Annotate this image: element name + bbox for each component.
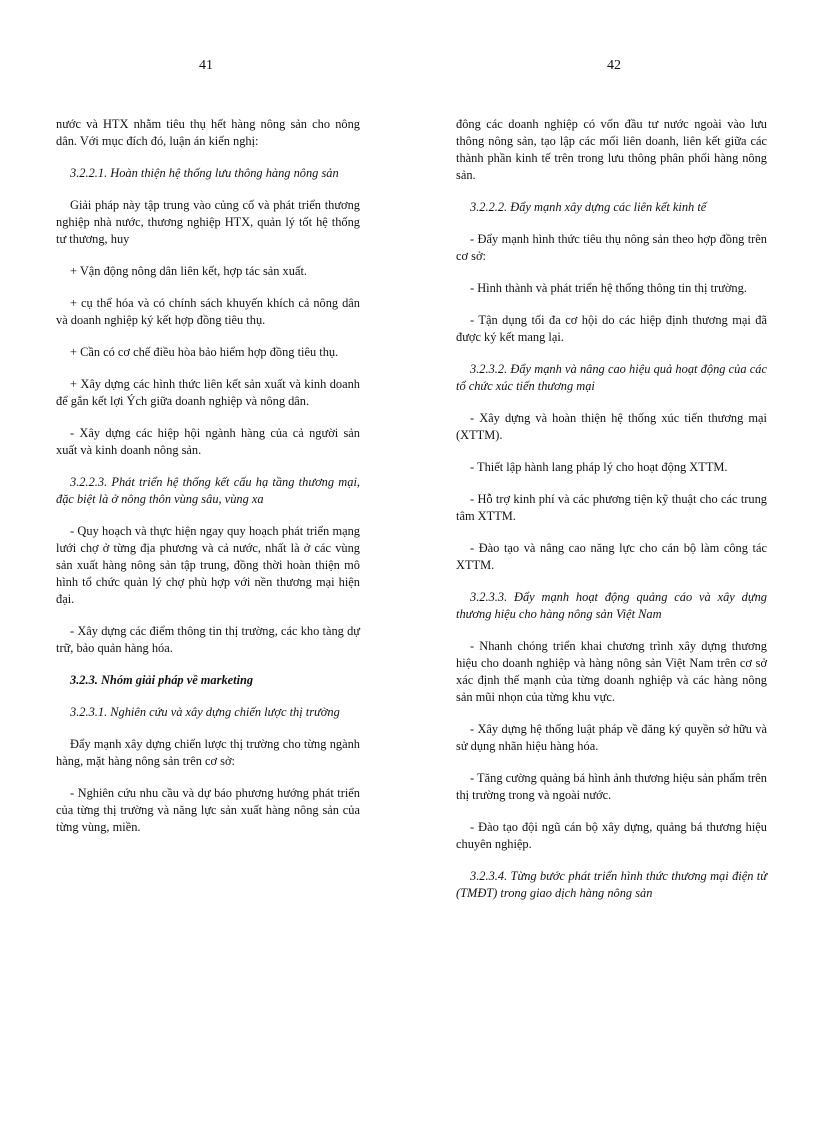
paragraph: - Nghiên cứu nhu cầu và dự báo phương hướng phát triển của từng thị trường và năng lực sản xuất hàng nông sản của từng vùng, miền.	[56, 786, 360, 834]
section-heading: 3.2.3.4. Từng bước phát triển hình thức thương mại điện tử (TMĐT) trong giao dịch hàng nông sản	[456, 869, 767, 900]
paragraph: - Xây dựng các hiệp hội ngành hàng của cả người sản xuất và kinh doanh nông sản.	[56, 426, 360, 457]
paragraph: + Xây dựng các hình thức liên kết sản xuất và kinh doanh để gắn kết lợi Ých giữa doanh nghiệp và nông dân.	[56, 377, 360, 408]
paragraph: - Thiết lập hành lang pháp lý cho hoạt động XTTM.	[470, 460, 728, 474]
left-column	[56, 116, 360, 851]
paragraph: - Đào tạo đội ngũ cán bộ xây dựng, quảng bá thương hiệu chuyên nghiệp.	[456, 820, 767, 851]
section-heading: 3.2.2.2. Đẩy mạnh xây dựng các liên kết kinh tế	[470, 200, 707, 214]
paragraph: - Hình thành và phát triển hệ thống thông tin thị trường.	[470, 281, 747, 295]
paragraph: nước và HTX nhằm tiêu thụ hết hàng nông sản cho nông dân. Với mục đích đó, luận án kiến nghị:	[56, 117, 360, 148]
paragraph: - Tận dụng tối đa cơ hội do các hiệp định thương mại đã được ký kết mang lại.	[456, 313, 767, 344]
paragraph: + Vận động nông dân liên kết, hợp tác sản xuất.	[70, 264, 307, 278]
paragraph: + cụ thể hóa và có chính sách khuyến khích cả nông dân và doanh nghiệp ký kết hợp đồng tiêu thụ.	[56, 296, 360, 327]
paragraph: - Tăng cường quảng bá hình ảnh thương hiệu sản phẩm trên thị trường trong và ngoài nước.	[456, 771, 767, 802]
page-number-left: 41	[199, 58, 213, 73]
section-heading: 3.2.2.1. Hoàn thiện hệ thống lưu thông hàng nông sản	[70, 166, 339, 180]
section-heading-major: 3.2.3. Nhóm giải pháp về marketing	[70, 673, 254, 687]
paragraph: - Đẩy mạnh hình thức tiêu thụ nông sản theo hợp đồng trên cơ sở:	[456, 232, 767, 263]
paragraph: - Đào tạo và nâng cao năng lực cho cán bộ làm công tác XTTM.	[456, 541, 767, 572]
paragraph: - Nhanh chóng triển khai chương trình xây dựng thương hiệu cho doanh nghiệp và hàng nông sản Việt Nam trên cơ sở xác định thế mạnh của từng doanh nghiệp và các hàng nông sản mũi nhọn của từng khu vực.	[456, 639, 767, 704]
paragraph: đông các doanh nghiệp có vốn đầu tư nước ngoài vào lưu thông nông sản, tạo lập các mối liên doanh, liên kết giữa các thành phần kinh tế trên trong lưu thông phân phối hàng nông sản.	[456, 117, 767, 182]
paragraph: - Quy hoạch và thực hiện ngay quy hoạch phát triển mạng lưới chợ ở từng địa phương và cả nước, nhất là ở các vùng sản xuất hàng nông sản tập trung, đồng thời hoàn thiện mô hình tổ chức quản lý chợ phù hợp với nền thương mại hiện đại.	[56, 524, 360, 606]
page-number-right: 42	[607, 58, 621, 73]
paragraph: Đẩy mạnh xây dựng chiến lược thị trường cho từng ngành hàng, mặt hàng nông sản trên cơ sở:	[56, 737, 360, 768]
paragraph: - Xây dựng hệ thống luật pháp về đăng ký quyền sở hữu và sử dụng nhãn hiệu hàng hóa.	[456, 722, 767, 753]
paragraph: - Xây dựng và hoàn thiện hệ thống xúc tiến thương mại (XTTM).	[456, 411, 767, 442]
right-column	[456, 116, 767, 917]
paragraph: - Hỗ trợ kinh phí và các phương tiện kỹ thuật cho các trung tâm XTTM.	[456, 492, 767, 523]
section-heading: 3.2.2.3. Phát triển hệ thống kết cấu hạ tầng thương mại, đặc biệt là ở nông thôn vùng sâu, vùng xa	[56, 475, 360, 506]
paragraph: - Xây dựng các điểm thông tin thị trường, các kho tàng dự trữ, bảo quản hàng hóa.	[56, 624, 360, 655]
section-heading: 3.2.3.1. Nghiên cứu và xây dựng chiến lược thị trường	[70, 705, 340, 719]
section-heading: 3.2.3.2. Đẩy mạnh và nâng cao hiệu quả hoạt động của các tổ chức xúc tiến thương mại	[456, 362, 767, 393]
paragraph: + Cần có cơ chế điều hòa bảo hiểm hợp đồng tiêu thụ.	[70, 345, 339, 359]
paragraph: Giải pháp này tập trung vào củng cố và phát triển thương nghiệp nhà nước, thương nghiệp HTX, quản lý tốt hệ thống tư thương, huy	[56, 198, 360, 246]
section-heading: 3.2.3.3. Đẩy mạnh hoạt động quảng cáo và xây dựng thương hiệu cho hàng nông sản Việt Nam	[456, 590, 767, 621]
